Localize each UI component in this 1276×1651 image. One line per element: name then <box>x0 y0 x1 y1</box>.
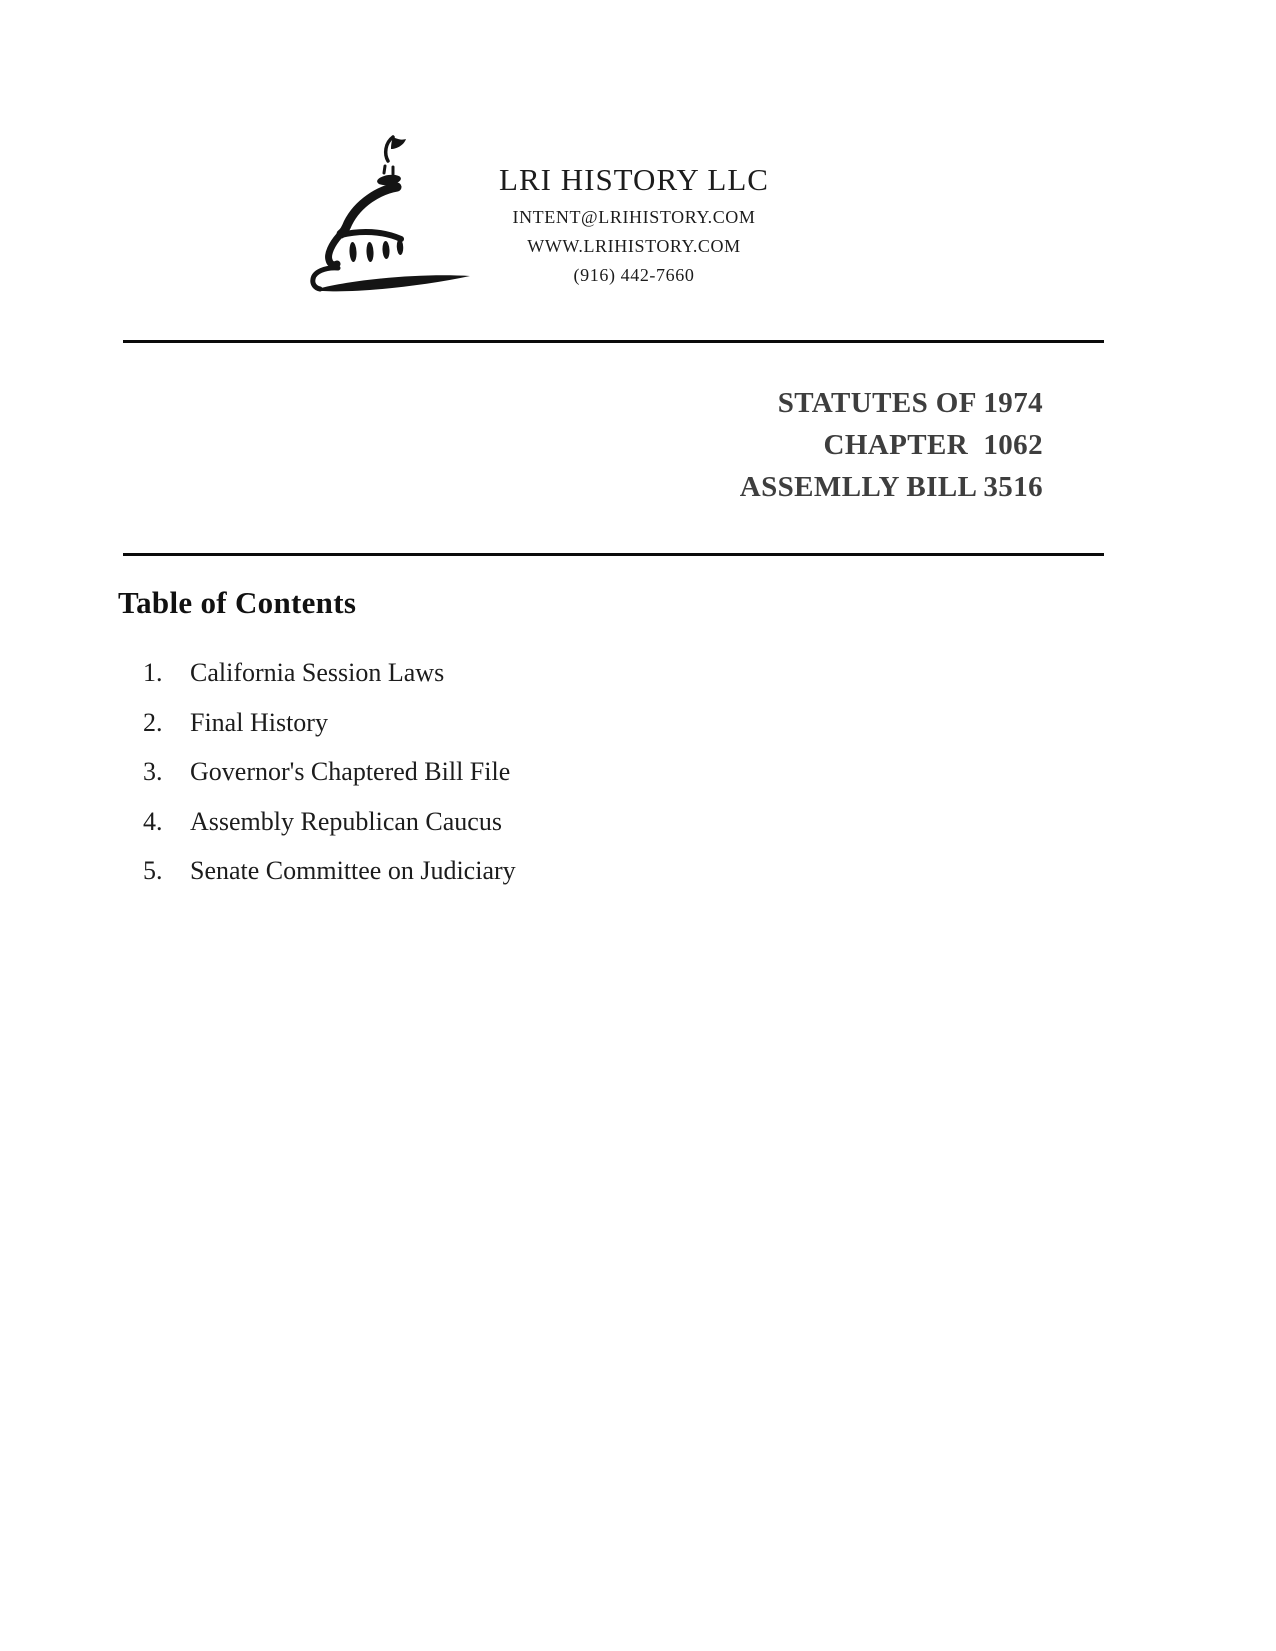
toc-item-number: 4. <box>143 806 163 836</box>
toc-item <box>143 846 516 896</box>
bill-statutes-line: STATUTES OF 1974 <box>777 387 1043 419</box>
company-name: LRI HISTORY LLC <box>499 162 769 197</box>
bill-assembly-line: ASSEMLLY BILL 3516 <box>739 471 1043 503</box>
toc-item-label: Governor's Chaptered Bill File <box>190 757 511 786</box>
bill-chapter-line: CHAPTER 1062 <box>823 429 1043 461</box>
toc-title: Table of Contents <box>118 585 357 620</box>
toc-item-label: Senate Committee on Judiciary <box>190 856 516 885</box>
toc-list <box>143 648 516 896</box>
toc-item-label: Final History <box>190 707 328 737</box>
toc-item-number: 3. <box>143 757 163 786</box>
toc-item-number: 5. <box>143 856 163 885</box>
toc-item-number: 1. <box>143 658 163 687</box>
toc-item <box>143 698 516 748</box>
toc-item-label: California Session Laws <box>190 658 445 687</box>
company-header <box>434 163 834 290</box>
company-email: INTENT@LRIHISTORY.COM <box>512 207 756 227</box>
divider-top <box>123 340 1104 343</box>
toc-item-label: Assembly Republican Caucus <box>190 806 502 836</box>
divider-bottom <box>123 553 1104 556</box>
toc-item-number: 2. <box>143 707 163 737</box>
company-website: WWW.LRIHISTORY.COM <box>527 236 741 256</box>
bill-info-block <box>740 382 1043 508</box>
company-phone: (916) 442-7660 <box>573 265 695 285</box>
toc-item <box>143 747 516 797</box>
toc-item <box>143 648 516 698</box>
toc-item <box>143 797 516 847</box>
